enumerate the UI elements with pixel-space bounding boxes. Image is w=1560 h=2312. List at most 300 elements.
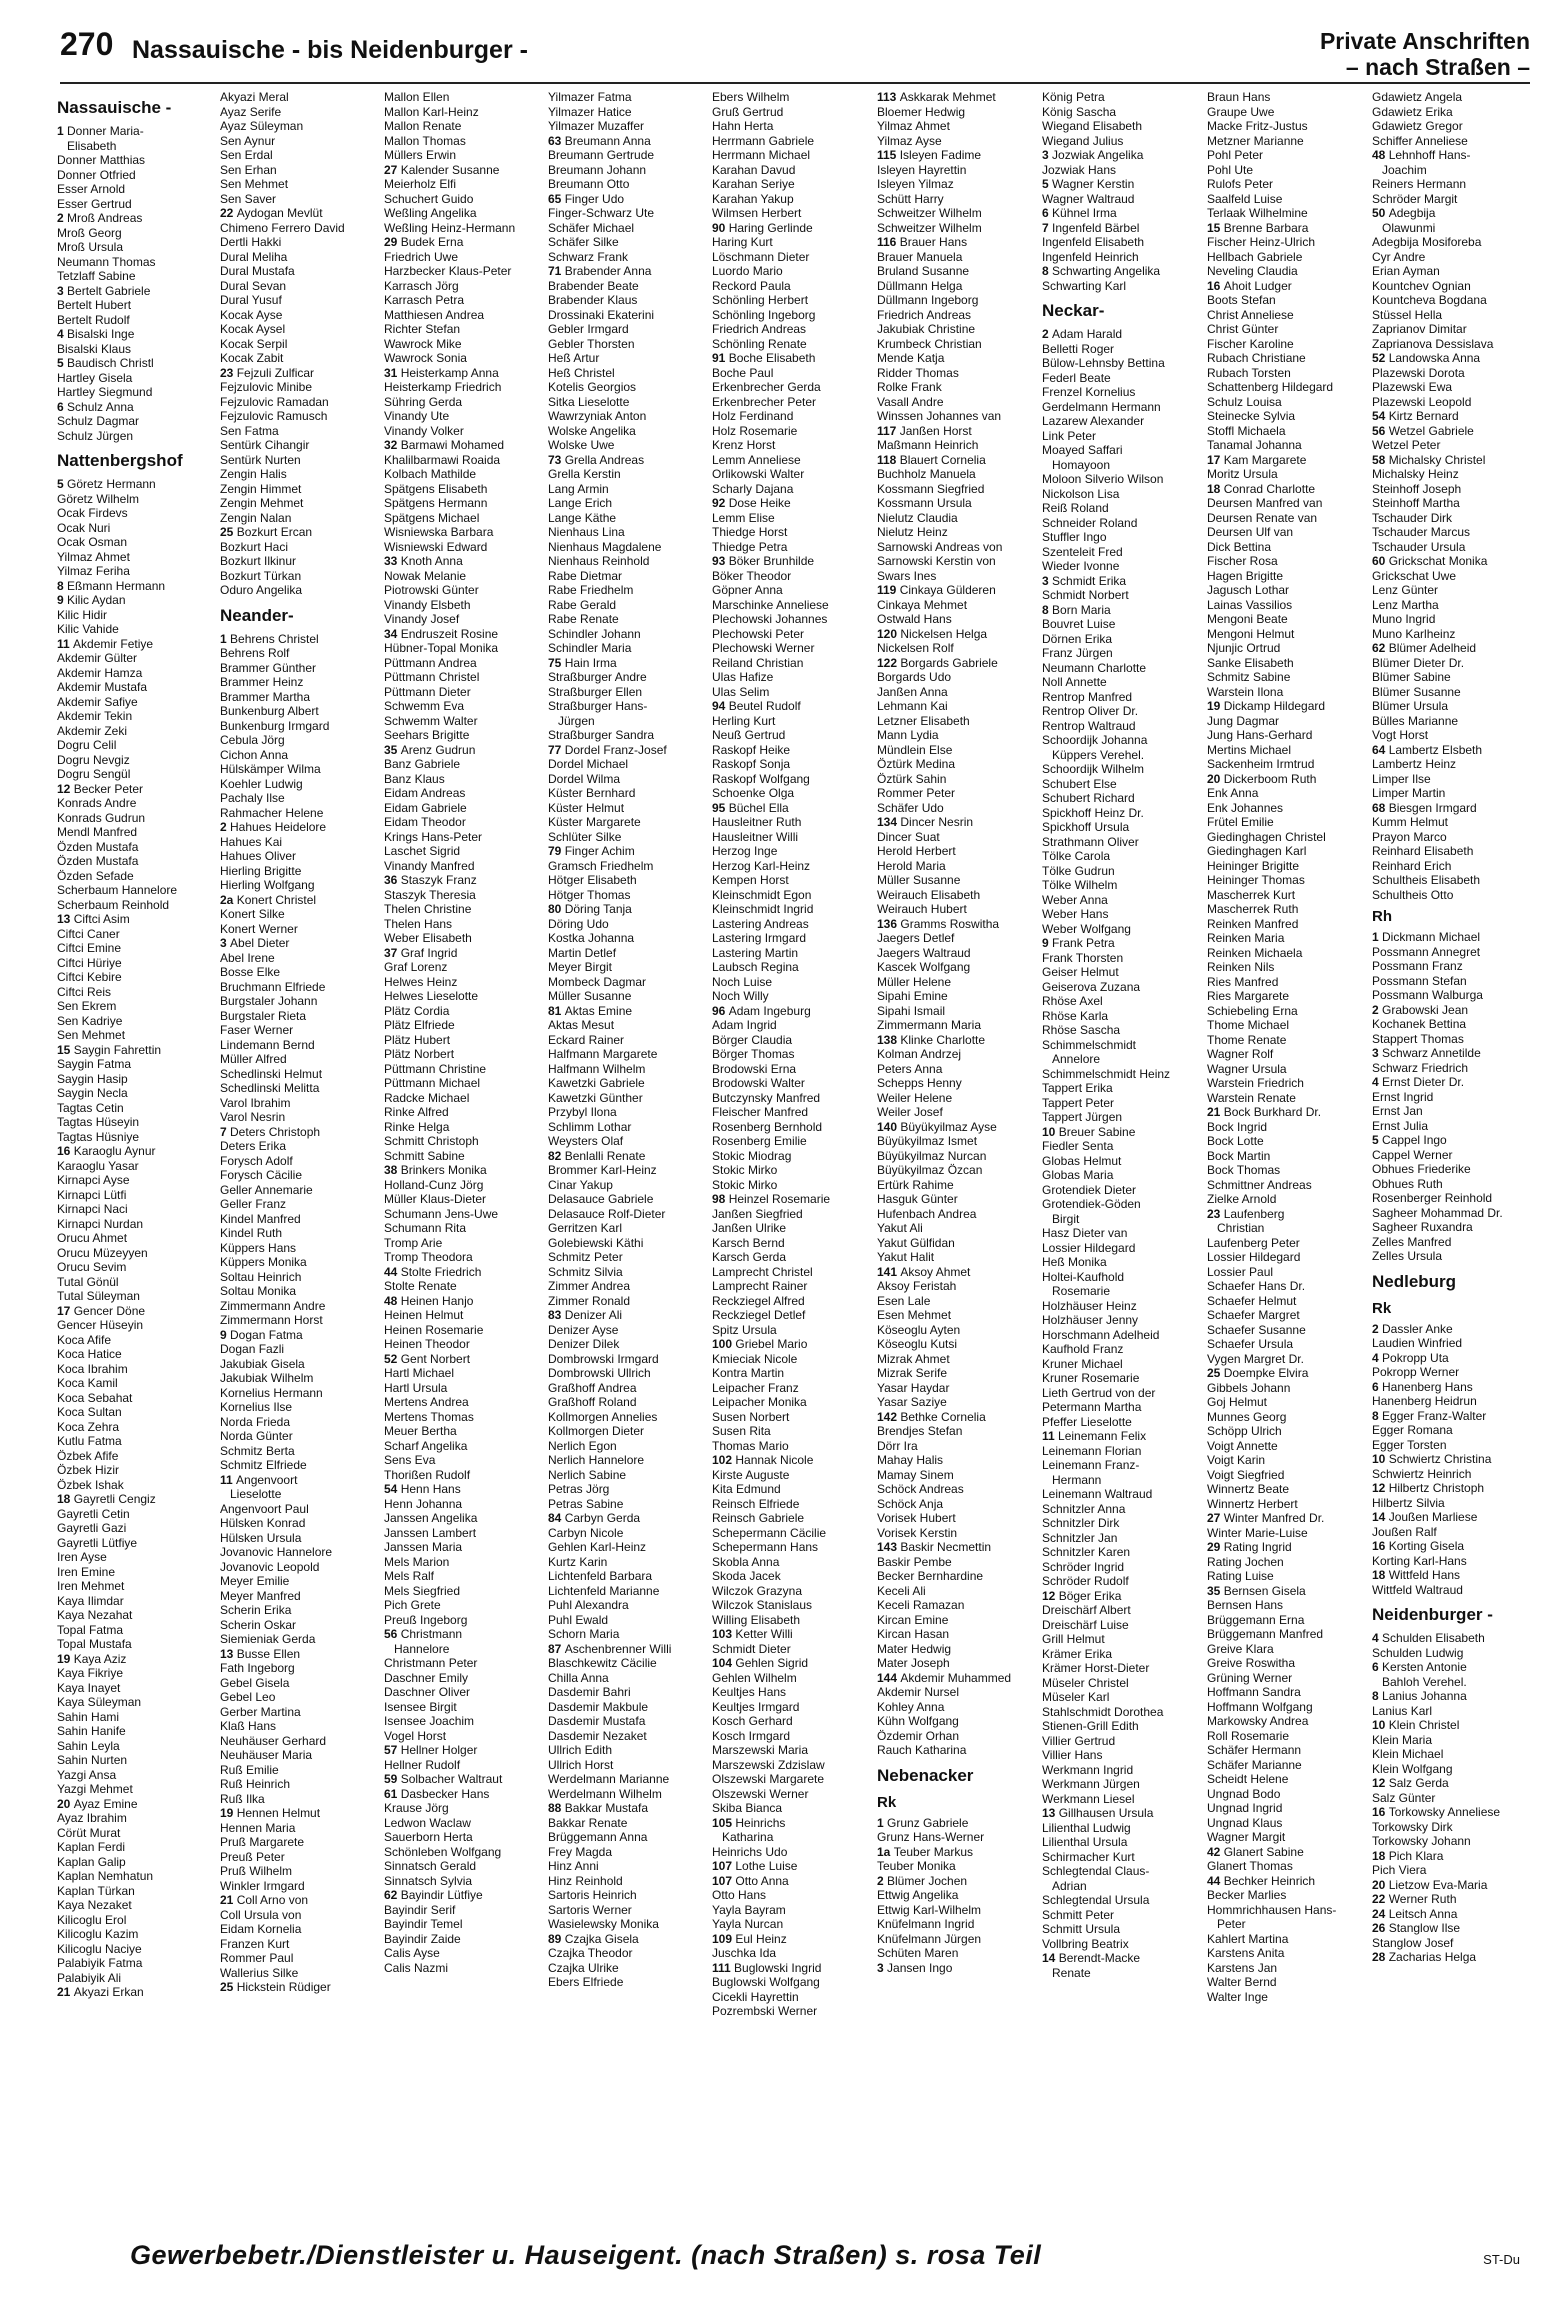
house-number: 107 — [712, 1859, 736, 1873]
resident-name: Kilic Hidir — [57, 607, 108, 622]
resident-name: Zelles Ursula — [1372, 1249, 1443, 1263]
directory-entry — [384, 496, 542, 511]
directory-entry — [1372, 308, 1530, 323]
resident-name: Friedrich Uwe — [384, 249, 459, 264]
resident-name: Laschet Sigrid — [384, 844, 461, 858]
resident-name: Ayaz Süleyman — [220, 119, 304, 133]
resident-name: Pruß Wilhelm — [220, 1864, 293, 1878]
resident-name: Leinemann Florian — [1042, 1443, 1142, 1458]
directory-entry — [1042, 559, 1200, 574]
directory-entry — [1207, 714, 1365, 729]
directory-entry — [384, 1700, 542, 1715]
resident-name: Obhues Friederike — [1372, 1162, 1471, 1176]
directory-entry — [1042, 1516, 1200, 1531]
house-number: 29 — [1207, 1540, 1224, 1554]
resident-name: Giedinghagen Christel — [1207, 829, 1326, 844]
directory-entry — [1372, 395, 1530, 410]
directory-entry — [1372, 1554, 1530, 1569]
resident-name: Schattenberg Hildegard — [1207, 380, 1334, 394]
resident-name: Büyükyilmaz Ismet — [877, 1134, 978, 1148]
resident-name: Thome Renate — [1207, 1032, 1287, 1047]
resident-name: Sen Mehmet — [220, 177, 289, 191]
resident-name: Skiba Bianca — [712, 1801, 783, 1815]
resident-name: Plätz Norbert — [384, 1047, 455, 1061]
resident-name: Forysch Cäcilie — [220, 1168, 303, 1182]
directory-entry — [1042, 1908, 1200, 1923]
directory-entry — [1042, 907, 1200, 922]
directory-entry — [1372, 1747, 1530, 1762]
resident-name: Tutal Gönül — [57, 1274, 119, 1289]
resident-name: Werkmann Jürgen — [1042, 1777, 1140, 1791]
resident-name: Schoenke Olga — [712, 786, 795, 800]
resident-name: Ruß Heinrich — [220, 1777, 291, 1791]
directory-entry — [384, 714, 542, 729]
resident-name: Sarnowski Andreas von — [877, 539, 1003, 554]
directory-column — [712, 90, 870, 2210]
directory-entry — [57, 1811, 215, 1826]
resident-name: Gebler Irmgard — [548, 322, 629, 336]
resident-name: Elisabeth — [67, 138, 117, 153]
directory-entry — [1042, 1386, 1200, 1401]
resident-name: Schmidt Erika — [1052, 573, 1127, 588]
resident-name: Gramsch Friedhelm — [548, 858, 654, 873]
resident-name: Schwarz Annetilde — [1382, 1046, 1481, 1060]
directory-entry — [1207, 511, 1365, 526]
directory-entry — [548, 467, 706, 482]
directory-entry — [1372, 192, 1530, 207]
directory-entry — [877, 714, 1035, 729]
directory-entry — [548, 293, 706, 308]
directory-entry — [1372, 409, 1530, 424]
directory-entry — [548, 1337, 706, 1352]
directory-entry — [548, 1656, 706, 1671]
house-number: 73 — [548, 452, 565, 467]
resident-name: Straßburger Andre — [548, 670, 647, 684]
directory-entry — [1372, 656, 1530, 671]
resident-name: Neveling Claudia — [1207, 264, 1298, 278]
directory-entry — [877, 1656, 1035, 1671]
house-number: 19 — [1207, 699, 1224, 713]
directory-entry — [220, 322, 378, 337]
house-number: 23 — [1207, 1206, 1224, 1221]
directory-entry — [1372, 206, 1530, 221]
directory-entry — [712, 235, 870, 250]
resident-name: Faser Werner — [220, 1023, 294, 1037]
directory-entry — [877, 525, 1035, 540]
directory-entry — [57, 825, 215, 840]
directory-entry — [1372, 1133, 1530, 1148]
resident-name: Angenvoort Paul — [220, 1501, 309, 1516]
directory-entry — [384, 1540, 542, 1555]
resident-name: Kircan Emine — [877, 1612, 949, 1627]
resident-name: Hötger Thomas — [548, 887, 631, 902]
entry-continuation — [1042, 1284, 1200, 1299]
directory-entry — [548, 496, 706, 511]
directory-entry — [57, 1739, 215, 1754]
directory-entry — [1042, 1821, 1200, 1836]
directory-entry — [1042, 1502, 1200, 1517]
directory-entry — [57, 255, 215, 270]
directory-entry — [548, 409, 706, 424]
directory-entry — [384, 337, 542, 352]
resident-name: Schubert Richard — [1042, 791, 1135, 805]
directory-entry — [220, 1560, 378, 1575]
directory-entry — [384, 1758, 542, 1773]
resident-name: Wawrock Sonia — [384, 351, 467, 365]
directory-entry — [220, 1313, 378, 1328]
house-number: 13 — [57, 912, 74, 926]
resident-name: Schoordijk Wilhelm — [1042, 762, 1145, 776]
resident-name: Tschauder Marcus — [1372, 525, 1471, 539]
directory-entry — [548, 1830, 706, 1845]
resident-name: Pohl Ute — [1207, 162, 1254, 177]
resident-name: Dural Sevan — [220, 278, 287, 293]
resident-name: Kawetzki Gabriele — [548, 1076, 645, 1090]
directory-entry — [712, 540, 870, 555]
directory-entry — [1372, 1017, 1530, 1032]
resident-name: Delasauce Rolf-Dieter — [548, 1206, 666, 1221]
resident-name: Blümer Jochen — [887, 1873, 968, 1888]
resident-name: Neuhäuser Gerhard — [220, 1733, 327, 1748]
directory-entry — [548, 975, 706, 990]
resident-name: Reiland Christian — [712, 655, 804, 670]
resident-name: Gillhausen Ursula — [1058, 1806, 1154, 1820]
footer-code: ST-Du — [1483, 2252, 1520, 2267]
house-number: 59 — [384, 1772, 401, 1786]
resident-name: Heß Monika — [1042, 1255, 1107, 1269]
resident-name: Mallon Renate — [384, 119, 462, 133]
house-number: 11 — [57, 636, 74, 651]
house-number: 77 — [548, 742, 565, 757]
directory-entry — [384, 844, 542, 859]
directory-entry — [1372, 1689, 1530, 1704]
resident-name: Kita Edmund — [712, 1482, 781, 1496]
resident-name: Herold Herbert — [877, 844, 956, 858]
resident-name: Schulz Louisa — [1207, 394, 1282, 409]
resident-name: Cichon Anna — [220, 747, 289, 762]
directory-entry — [384, 1584, 542, 1599]
house-number: 14 — [1042, 1951, 1059, 1965]
resident-name: Reinken Michaela — [1207, 945, 1303, 960]
resident-name: Tagtas Hüseyin — [57, 1115, 140, 1129]
resident-name: Sens Eva — [384, 1453, 436, 1467]
resident-name: Hausleitner Willi — [712, 829, 799, 844]
directory-entry — [712, 177, 870, 192]
resident-name: Ebers Elfriede — [548, 1975, 624, 1989]
directory-entry — [220, 163, 378, 178]
resident-name: Klinke Charlotte — [900, 1032, 986, 1047]
directory-entry — [877, 1323, 1035, 1338]
resident-name: Fiedler Senta — [1042, 1139, 1114, 1153]
resident-name: Wieder Ivonne — [1042, 559, 1120, 573]
directory-entry — [384, 946, 542, 961]
resident-name: Fischer Karoline — [1207, 336, 1294, 351]
directory-entry — [712, 1091, 870, 1106]
directory-entry — [384, 1917, 542, 1932]
house-number: 4 — [1372, 1350, 1383, 1365]
resident-name: Stappert Thomas — [1372, 1031, 1464, 1046]
resident-name: Straßburger Ellen — [548, 684, 643, 699]
directory-entry — [1372, 699, 1530, 714]
resident-name: Stanglow Ilse — [1388, 1921, 1461, 1935]
resident-name: Oduro Angelika — [220, 583, 303, 597]
directory-entry — [712, 975, 870, 990]
directory-entry — [220, 1618, 378, 1633]
resident-name: Ocak Nuri — [57, 520, 111, 535]
resident-name: Staszyk Theresia — [384, 887, 476, 902]
directory-entry — [220, 235, 378, 250]
house-number: 3 — [57, 283, 68, 298]
house-number: 87 — [548, 1641, 565, 1656]
resident-name: Brinkers Monika — [400, 1163, 487, 1177]
resident-name: Hartley Siegmund — [57, 385, 153, 399]
directory-entry — [1207, 496, 1365, 511]
directory-entry — [548, 1729, 706, 1744]
directory-entry — [877, 1163, 1035, 1178]
resident-name: Vogt Horst — [1372, 728, 1429, 742]
resident-name: Akdemir Muhammed — [900, 1670, 1012, 1685]
resident-name: Cebula Jörg — [220, 733, 285, 747]
resident-name: Kohley Anna — [877, 1699, 945, 1714]
resident-name: Kühn Wolfgang — [877, 1714, 959, 1728]
resident-name: Christ Anneliese — [1207, 307, 1294, 322]
resident-name: Nickolson Lisa — [1042, 486, 1120, 501]
directory-entry — [220, 661, 378, 676]
directory-entry — [384, 1569, 542, 1584]
resident-name: Özden Mustafa — [57, 854, 139, 868]
resident-name: Vorisek Hubert — [877, 1511, 956, 1525]
resident-name: Karahan Yakup — [712, 191, 794, 206]
directory-entry — [712, 1613, 870, 1628]
resident-name: Lanius Johanna — [1382, 1689, 1467, 1703]
house-number: 100 — [712, 1337, 736, 1351]
resident-name: Warstein Friedrich — [1207, 1076, 1304, 1090]
directory-entry — [57, 1362, 215, 1377]
house-number: 96 — [712, 1003, 729, 1018]
house-number: 1 — [1372, 930, 1383, 944]
directory-entry — [1042, 192, 1200, 207]
directory-entry — [384, 322, 542, 337]
resident-name: Koca Zehra — [57, 1419, 120, 1434]
directory-entry — [220, 936, 378, 951]
resident-name: Adam Ingeburg — [728, 1003, 811, 1018]
resident-name: Kaya Ilimdar — [57, 1593, 124, 1608]
resident-name: Sauerborn Herta — [384, 1830, 473, 1844]
resident-name: Wasielewsky Monika — [548, 1917, 659, 1931]
directory-entry — [57, 666, 215, 681]
directory-entry — [1042, 1545, 1200, 1560]
resident-name: Brommer Karl-Heinz — [548, 1163, 657, 1177]
house-number: 11 — [220, 1472, 237, 1487]
directory-entry — [1207, 1004, 1365, 1019]
resident-name: Ciftci Emine — [57, 941, 122, 955]
house-number: 95 — [712, 800, 729, 815]
resident-name: Sitka Lieselotte — [548, 394, 630, 409]
resident-name: Calis Nazmi — [384, 1960, 449, 1975]
directory-entry — [548, 525, 706, 540]
directory-entry — [548, 859, 706, 874]
resident-name: Köseoglu Ayten — [877, 1322, 961, 1337]
directory-entry — [877, 1018, 1035, 1033]
directory-entry — [712, 424, 870, 439]
directory-entry — [548, 1221, 706, 1236]
directory-entry — [220, 1168, 378, 1183]
resident-name: Schäfer Udo — [877, 800, 944, 815]
directory-entry — [712, 467, 870, 482]
directory-entry — [57, 342, 215, 357]
house-number: 65 — [548, 191, 565, 206]
directory-entry — [877, 1091, 1035, 1106]
resident-name: Jozwiak Angelika — [1052, 148, 1144, 162]
resident-name: Soltau Monika — [220, 1284, 297, 1298]
resident-name: Müllers Erwin — [384, 148, 457, 162]
resident-name: Iren Emine — [57, 1564, 116, 1579]
resident-name: Geiserova Zuzana — [1042, 979, 1141, 994]
resident-name: Schröder Rudolf — [1042, 1574, 1129, 1588]
directory-entry — [1372, 641, 1530, 656]
directory-entry — [57, 680, 215, 695]
resident-name: Globas Helmut — [1042, 1153, 1122, 1168]
house-number: 122 — [877, 655, 901, 670]
directory-entry — [548, 728, 706, 743]
resident-name: Karsch Bernd — [712, 1235, 785, 1250]
resident-name: Ciftci Asim — [73, 912, 130, 926]
directory-entry — [1372, 988, 1530, 1003]
resident-name: Gerber Martina — [220, 1704, 301, 1719]
directory-entry — [1372, 1776, 1530, 1791]
resident-name: Bloemer Hedwig — [877, 104, 966, 119]
directory-entry — [1372, 1249, 1530, 1264]
resident-name: Kolbach Mathilde — [384, 467, 477, 481]
resident-name: Lastering Irmgard — [712, 931, 807, 945]
resident-name: Herling Kurt — [712, 713, 776, 728]
resident-name: Donner Matthias — [57, 153, 146, 167]
directory-entry — [220, 467, 378, 482]
house-number: 8 — [1372, 1689, 1383, 1703]
resident-name: Lilienthal Ursula — [1042, 1835, 1128, 1849]
resident-name: Gehlen Sigrid — [735, 1656, 809, 1670]
resident-name: Sahin Leyla — [57, 1738, 120, 1753]
directory-entry — [57, 637, 215, 652]
resident-name: Tschauder Dirk — [1372, 510, 1453, 525]
resident-name: Kaya Inayet — [57, 1680, 121, 1695]
resident-name: Schepps Henny — [877, 1076, 962, 1090]
resident-name: Kircan Hasan — [877, 1627, 950, 1641]
directory-entry — [384, 1656, 542, 1671]
resident-name: Brodowski Erna — [712, 1061, 797, 1076]
directory-entry — [548, 1149, 706, 1164]
directory-entry — [712, 1134, 870, 1149]
directory-entry — [712, 1787, 870, 1802]
directory-entry — [1207, 1932, 1365, 1947]
directory-entry — [57, 1318, 215, 1333]
resident-name: Leinemann Felix — [1058, 1429, 1147, 1443]
resident-name: Schäfer Marianne — [1207, 1757, 1302, 1772]
resident-name: Wilmsen Herbert — [712, 206, 802, 220]
directory-entry — [57, 1898, 215, 1913]
resident-name: Weirauch Elisabeth — [877, 887, 981, 902]
directory-entry — [57, 284, 215, 299]
directory-entry — [1372, 1336, 1530, 1351]
directory-entry — [712, 206, 870, 221]
resident-name: Jung Hans-Gerhard — [1207, 728, 1313, 742]
house-number: 10 — [1372, 1718, 1389, 1732]
resident-name: Ulas Selim — [712, 684, 770, 699]
house-number: 18 — [1207, 481, 1224, 496]
directory-entry — [1207, 163, 1365, 178]
directory-entry — [877, 395, 1035, 410]
resident-name: Vasall Andre — [877, 394, 944, 409]
house-number: 13 — [1042, 1806, 1059, 1820]
resident-name: Vorisek Kerstin — [877, 1525, 958, 1540]
resident-name: Heinrichs Udo — [712, 1844, 788, 1859]
resident-name: Leipacher Franz — [712, 1380, 799, 1395]
resident-name: Weiler Josef — [877, 1105, 943, 1119]
directory-entry — [877, 743, 1035, 758]
resident-name: Grabowski Jean — [1382, 1002, 1469, 1017]
resident-name: Horschmann Adelheid — [1042, 1327, 1160, 1342]
resident-name: Düllmann Ingeborg — [877, 293, 979, 307]
directory-entry — [712, 1555, 870, 1570]
resident-name: Strathmann Oliver — [1042, 834, 1139, 849]
directory-entry — [877, 1033, 1035, 1048]
resident-name: Bock Thomas — [1207, 1163, 1281, 1177]
resident-name: Rabe Gerald — [548, 597, 617, 612]
resident-name: Dombrowski Irmgard — [548, 1351, 659, 1366]
directory-entry — [384, 1801, 542, 1816]
resident-name: Ernst Julia — [1372, 1118, 1429, 1133]
directory-entry — [1042, 820, 1200, 835]
resident-name: Puhl Alexandra — [548, 1598, 629, 1612]
resident-name: Kocak Aysel — [220, 322, 286, 336]
resident-name: Püttmann Christine — [384, 1061, 487, 1076]
house-number: 24 — [1372, 1906, 1389, 1921]
directory-entry — [384, 264, 542, 279]
directory-entry — [57, 1608, 215, 1623]
directory-entry — [1372, 1510, 1530, 1525]
directory-entry — [877, 844, 1035, 859]
directory-entry — [548, 1685, 706, 1700]
resident-name: Sen Aynur — [220, 133, 276, 148]
directory-entry — [1372, 1032, 1530, 1047]
house-number: 84 — [548, 1511, 565, 1525]
directory-entry — [548, 1903, 706, 1918]
resident-name: Rosenberg Bernhold — [712, 1119, 823, 1134]
resident-name: Tölke Gudrun — [1042, 863, 1115, 878]
directory-entry — [384, 859, 542, 874]
resident-name: Eul Heinz — [735, 1931, 787, 1946]
resident-name: Hufenbach Andrea — [877, 1206, 977, 1221]
resident-name: Staszyk Franz — [400, 873, 477, 887]
directory-entry — [1207, 192, 1365, 207]
directory-entry — [384, 1555, 542, 1570]
resident-name: Possmann Stefan — [1372, 973, 1467, 988]
resident-name: Lanius Karl — [1372, 1703, 1433, 1718]
resident-name: Lindemann Bernd — [220, 1037, 315, 1052]
resident-name: Meyer Birgit — [548, 960, 613, 974]
directory-entry — [548, 279, 706, 294]
resident-name: Schönleben Wolfgang — [384, 1844, 502, 1859]
resident-name: Küster Helmut — [548, 800, 625, 815]
directory-entry — [1207, 1236, 1365, 1251]
directory-entry — [384, 627, 542, 642]
resident-name: Frütel Emilie — [1207, 815, 1274, 829]
resident-name: Konrads Gudrun — [57, 810, 146, 825]
directory-entry — [712, 598, 870, 613]
resident-name: Kirste Auguste — [712, 1467, 790, 1482]
resident-name: Puhl Ewald — [548, 1612, 609, 1627]
section-heading-line1: Private Anschriften — [1319, 28, 1530, 54]
